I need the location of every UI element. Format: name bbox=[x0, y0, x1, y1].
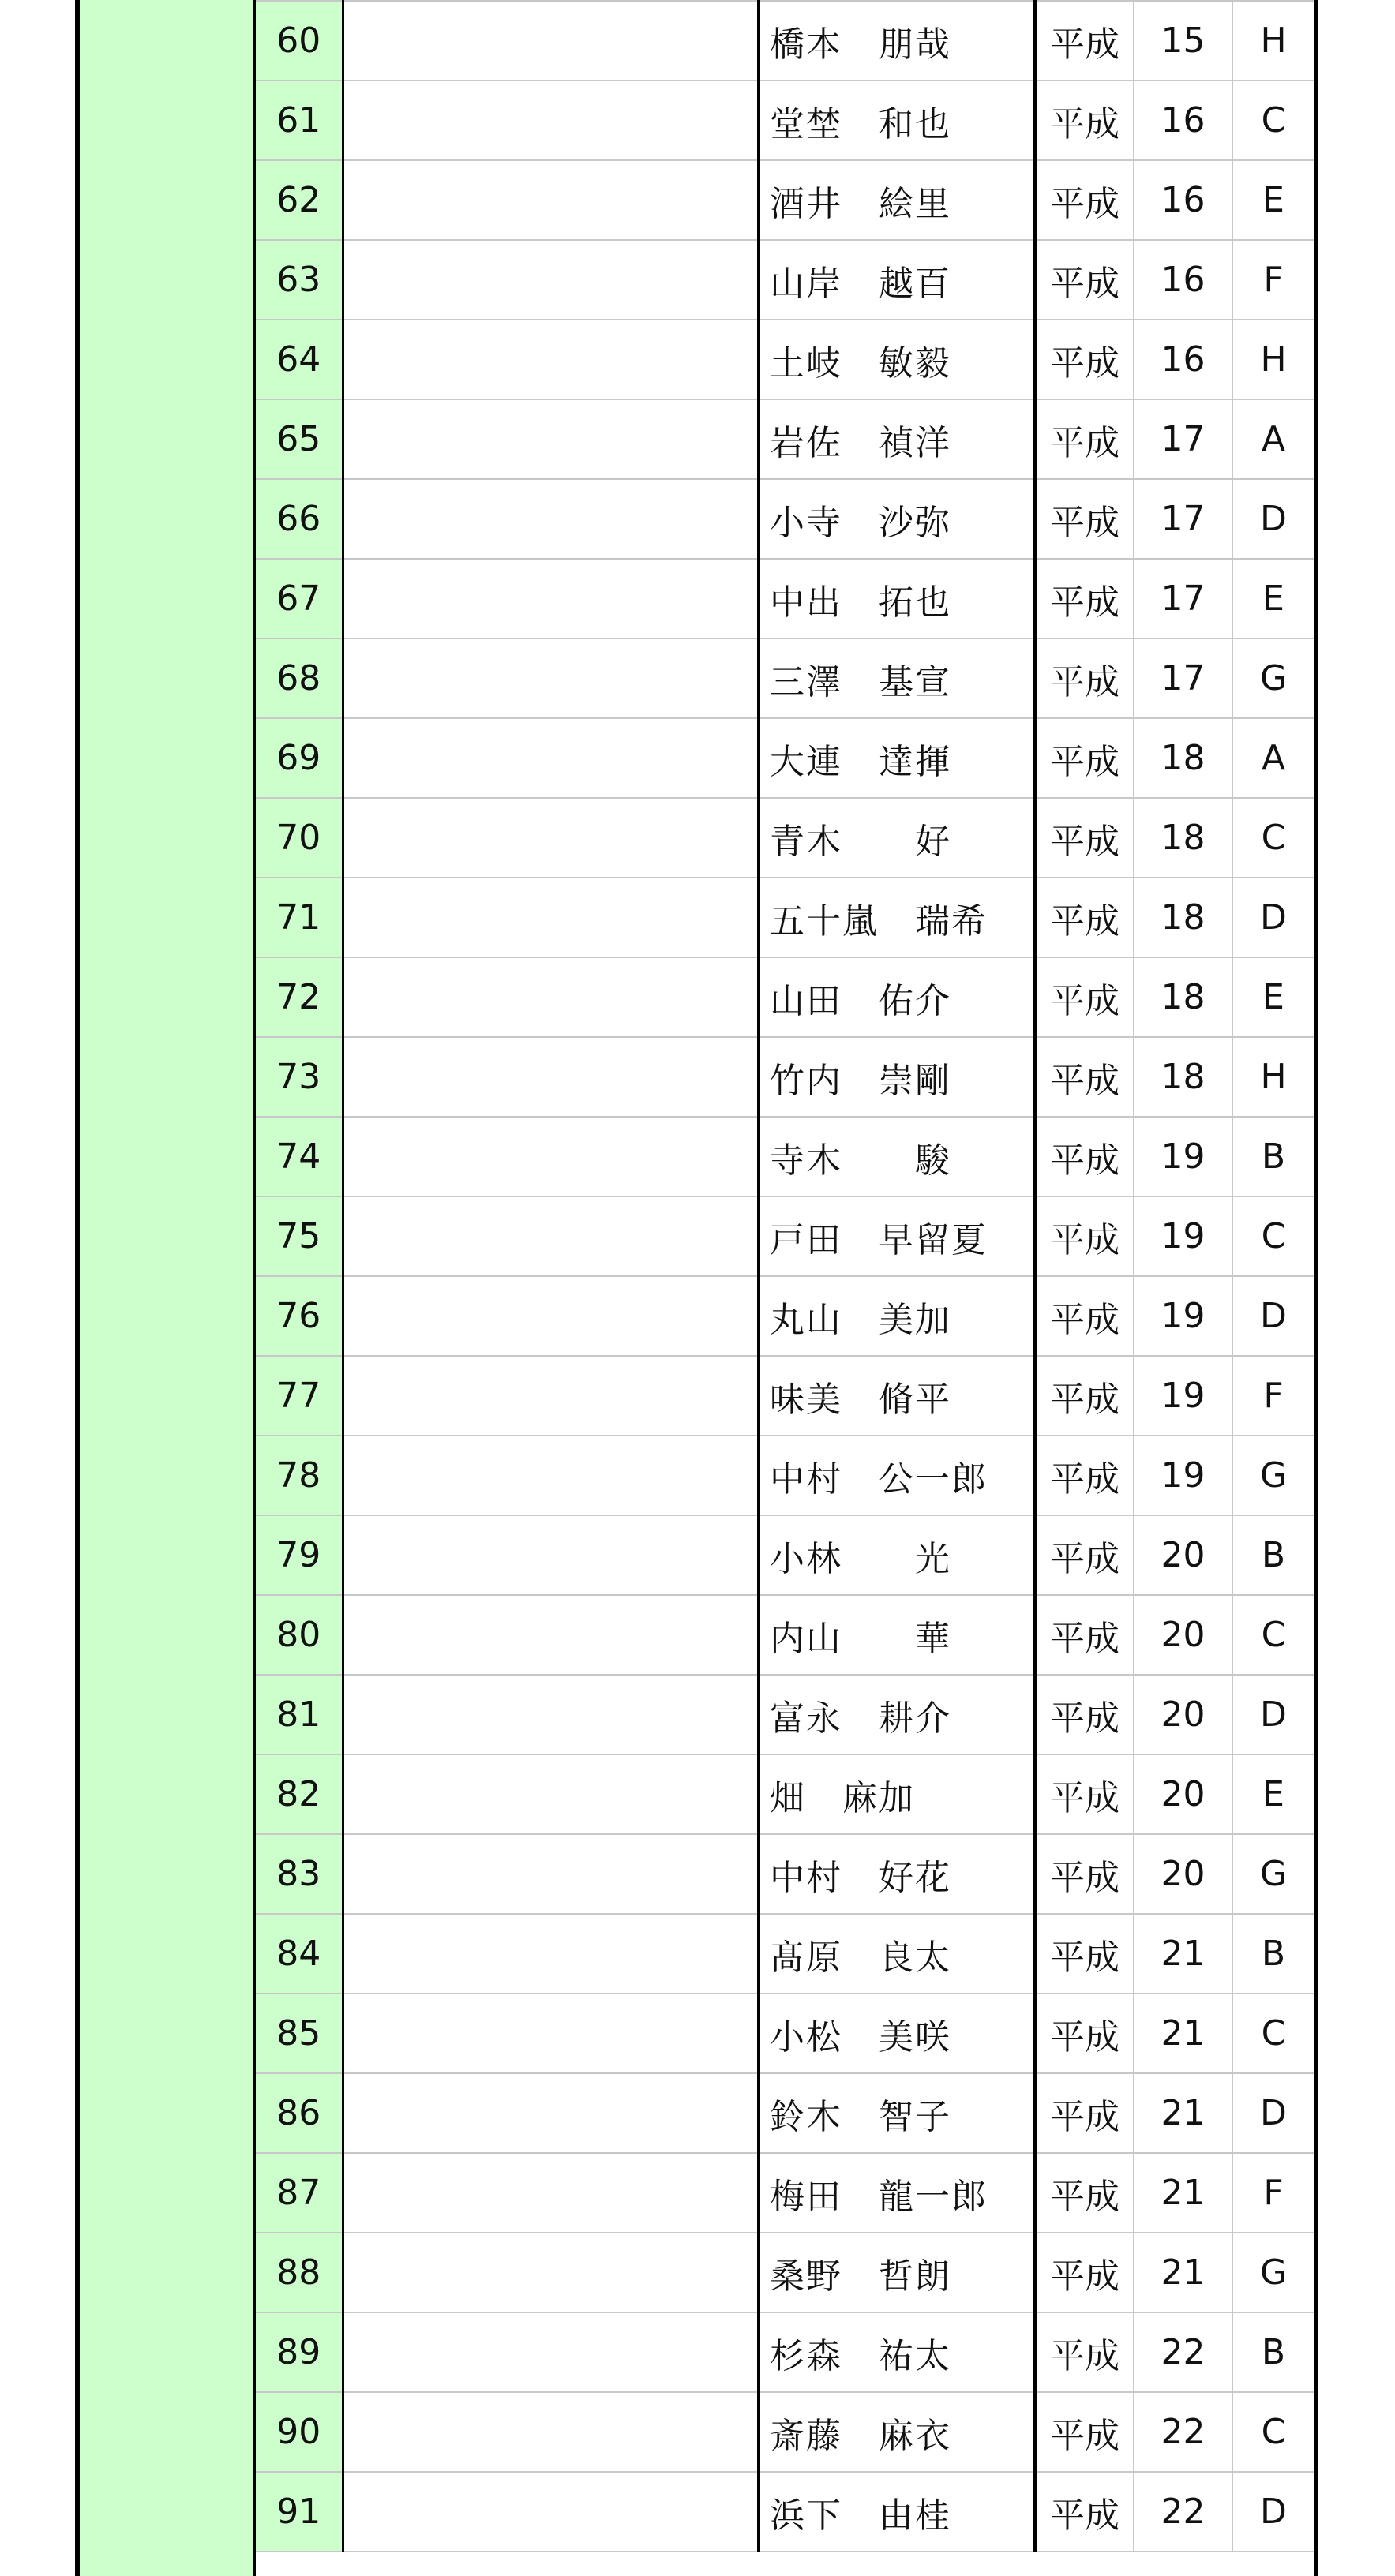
year-cell[interactable]: 21 bbox=[1134, 2073, 1232, 2153]
era-cell[interactable]: 平成 bbox=[1035, 1834, 1134, 1914]
class-cell[interactable]: E bbox=[1232, 957, 1314, 1037]
row-number[interactable]: 77 bbox=[256, 1356, 343, 1436]
era-cell[interactable]: 平成 bbox=[1035, 1436, 1134, 1515]
year-cell[interactable]: 20 bbox=[1134, 1675, 1232, 1754]
blank-cell[interactable] bbox=[343, 2392, 759, 2472]
year-cell[interactable]: 18 bbox=[1134, 957, 1232, 1037]
row-number[interactable]: 89 bbox=[256, 2312, 343, 2392]
class-cell[interactable]: B bbox=[1232, 1117, 1314, 1196]
member-name[interactable]: 富永 耕介 bbox=[759, 1675, 1035, 1754]
table-row bbox=[256, 2392, 1314, 2472]
year-cell[interactable]: 19 bbox=[1134, 1196, 1232, 1276]
era-cell[interactable]: 平成 bbox=[1035, 878, 1134, 957]
year-cell[interactable]: 20 bbox=[1134, 1834, 1232, 1914]
year-cell[interactable]: 21 bbox=[1134, 2233, 1232, 2312]
year-cell[interactable]: 16 bbox=[1134, 240, 1232, 320]
member-name[interactable]: 大連 達揮 bbox=[759, 718, 1035, 798]
blank-cell[interactable] bbox=[343, 479, 759, 559]
year-cell[interactable]: 21 bbox=[1134, 2153, 1232, 2233]
class-cell[interactable]: H bbox=[1232, 1037, 1314, 1117]
era-cell[interactable]: 平成 bbox=[1035, 2153, 1134, 2233]
table-row bbox=[256, 957, 1314, 1037]
row-number[interactable]: 62 bbox=[256, 160, 343, 240]
table-row bbox=[256, 1754, 1314, 1834]
table-row bbox=[256, 2233, 1314, 2312]
row-number[interactable]: 91 bbox=[256, 2472, 343, 2552]
table-row bbox=[256, 638, 1314, 718]
row-number[interactable]: 85 bbox=[256, 1994, 343, 2073]
member-name[interactable]: 丸山 美加 bbox=[759, 1276, 1035, 1356]
year-cell[interactable]: 20 bbox=[1134, 1515, 1232, 1595]
blank-cell[interactable] bbox=[343, 80, 759, 160]
row-number[interactable]: 63 bbox=[256, 240, 343, 320]
row-number[interactable]: 90 bbox=[256, 2392, 343, 2472]
era-cell[interactable]: 平成 bbox=[1035, 559, 1134, 638]
blank-cell[interactable] bbox=[343, 1037, 759, 1117]
blank-cell[interactable] bbox=[343, 2233, 759, 2312]
era-cell[interactable]: 平成 bbox=[1035, 1037, 1134, 1117]
roster-table-body bbox=[256, 1, 1314, 2552]
class-cell[interactable]: G bbox=[1232, 1834, 1314, 1914]
class-cell[interactable]: E bbox=[1232, 160, 1314, 240]
row-number[interactable]: 73 bbox=[256, 1037, 343, 1117]
member-name[interactable]: 斎藤 麻衣 bbox=[759, 2392, 1035, 2472]
row-number[interactable]: 78 bbox=[256, 1436, 343, 1515]
table-row bbox=[256, 559, 1314, 638]
row-number[interactable]: 84 bbox=[256, 1914, 343, 1994]
class-cell[interactable]: H bbox=[1232, 1, 1314, 80]
table-row bbox=[256, 1117, 1314, 1196]
class-cell[interactable]: G bbox=[1232, 2233, 1314, 2312]
member-name[interactable]: 小寺 沙弥 bbox=[759, 479, 1035, 559]
member-name[interactable]: 味美 脩平 bbox=[759, 1356, 1035, 1436]
era-cell[interactable]: 平成 bbox=[1035, 638, 1134, 718]
blank-cell[interactable] bbox=[343, 878, 759, 957]
table-row bbox=[256, 2153, 1314, 2233]
blank-cell[interactable] bbox=[343, 240, 759, 320]
member-name[interactable]: 中村 公一郎 bbox=[759, 1436, 1035, 1515]
table-row bbox=[256, 1276, 1314, 1356]
year-cell[interactable]: 17 bbox=[1134, 638, 1232, 718]
member-name[interactable]: 酒井 絵里 bbox=[759, 160, 1035, 240]
member-name[interactable]: 寺木 駿 bbox=[759, 1117, 1035, 1196]
era-cell[interactable]: 平成 bbox=[1035, 1595, 1134, 1675]
member-name[interactable]: 小松 美咲 bbox=[759, 1994, 1035, 2073]
member-name[interactable]: 山岸 越百 bbox=[759, 240, 1035, 320]
blank-cell[interactable] bbox=[343, 1994, 759, 2073]
blank-cell[interactable] bbox=[343, 957, 759, 1037]
class-cell[interactable]: B bbox=[1232, 1515, 1314, 1595]
member-name[interactable]: 桑野 哲朗 bbox=[759, 2233, 1035, 2312]
member-name[interactable]: 橋本 朋哉 bbox=[759, 1, 1035, 80]
class-cell[interactable]: D bbox=[1232, 2073, 1314, 2153]
era-cell[interactable]: 平成 bbox=[1035, 479, 1134, 559]
blank-cell[interactable] bbox=[343, 2073, 759, 2153]
class-cell[interactable]: B bbox=[1232, 2312, 1314, 2392]
member-name[interactable]: 中出 拓也 bbox=[759, 559, 1035, 638]
table-row bbox=[256, 1356, 1314, 1436]
blank-cell[interactable] bbox=[343, 160, 759, 240]
class-cell[interactable]: C bbox=[1232, 1196, 1314, 1276]
table-row bbox=[256, 1, 1314, 80]
row-number[interactable]: 75 bbox=[256, 1196, 343, 1276]
table-row bbox=[256, 1515, 1314, 1595]
year-cell[interactable]: 18 bbox=[1134, 798, 1232, 878]
class-cell[interactable]: C bbox=[1232, 798, 1314, 878]
blank-cell[interactable] bbox=[343, 1515, 759, 1595]
blank-cell[interactable] bbox=[343, 1117, 759, 1196]
class-cell[interactable]: G bbox=[1232, 1436, 1314, 1515]
row-number[interactable]: 66 bbox=[256, 479, 343, 559]
era-cell[interactable]: 平成 bbox=[1035, 80, 1134, 160]
row-number[interactable]: 81 bbox=[256, 1675, 343, 1754]
row-number[interactable]: 67 bbox=[256, 559, 343, 638]
class-cell[interactable]: F bbox=[1232, 2153, 1314, 2233]
table-row bbox=[256, 1037, 1314, 1117]
era-cell[interactable]: 平成 bbox=[1035, 2472, 1134, 2552]
table-row bbox=[256, 2312, 1314, 2392]
era-cell[interactable]: 平成 bbox=[1035, 240, 1134, 320]
era-cell[interactable]: 平成 bbox=[1035, 1276, 1134, 1356]
row-number[interactable]: 80 bbox=[256, 1595, 343, 1675]
table-row bbox=[256, 718, 1314, 798]
row-number[interactable]: 87 bbox=[256, 2153, 343, 2233]
class-cell[interactable]: F bbox=[1232, 240, 1314, 320]
table-row bbox=[256, 878, 1314, 957]
year-cell[interactable]: 22 bbox=[1134, 2312, 1232, 2392]
class-cell[interactable]: G bbox=[1232, 638, 1314, 718]
year-cell[interactable]: 20 bbox=[1134, 1754, 1232, 1834]
member-name[interactable]: 梅田 龍一郎 bbox=[759, 2153, 1035, 2233]
blank-cell[interactable] bbox=[343, 1754, 759, 1834]
blank-cell[interactable] bbox=[343, 559, 759, 638]
blank-cell[interactable] bbox=[343, 798, 759, 878]
year-cell[interactable]: 17 bbox=[1134, 399, 1232, 479]
blank-cell[interactable] bbox=[343, 1356, 759, 1436]
class-cell[interactable]: C bbox=[1232, 2392, 1314, 2472]
row-number[interactable]: 79 bbox=[256, 1515, 343, 1595]
member-name[interactable]: 土岐 敏毅 bbox=[759, 320, 1035, 399]
row-number[interactable]: 71 bbox=[256, 878, 343, 957]
member-name[interactable]: 小林 光 bbox=[759, 1515, 1035, 1595]
row-number[interactable]: 68 bbox=[256, 638, 343, 718]
class-cell[interactable]: C bbox=[1232, 1595, 1314, 1675]
member-name[interactable]: 竹内 崇剛 bbox=[759, 1037, 1035, 1117]
member-name[interactable]: 岩佐 禎洋 bbox=[759, 399, 1035, 479]
class-cell[interactable]: D bbox=[1232, 1675, 1314, 1754]
row-number[interactable]: 65 bbox=[256, 399, 343, 479]
member-name[interactable]: 山田 佑介 bbox=[759, 957, 1035, 1037]
year-cell[interactable]: 21 bbox=[1134, 1994, 1232, 2073]
era-cell[interactable]: 平成 bbox=[1035, 1515, 1134, 1595]
table-row bbox=[256, 2472, 1314, 2552]
row-number[interactable]: 64 bbox=[256, 320, 343, 399]
member-name[interactable]: 中村 好花 bbox=[759, 1834, 1035, 1914]
table-row bbox=[256, 1595, 1314, 1675]
member-name[interactable]: 三澤 基宣 bbox=[759, 638, 1035, 718]
blank-cell[interactable] bbox=[343, 2153, 759, 2233]
era-cell[interactable]: 平成 bbox=[1035, 718, 1134, 798]
era-cell[interactable]: 平成 bbox=[1035, 2073, 1134, 2153]
blank-cell[interactable] bbox=[343, 638, 759, 718]
era-cell[interactable]: 平成 bbox=[1035, 320, 1134, 399]
member-name[interactable]: 鈴木 智子 bbox=[759, 2073, 1035, 2153]
table-row bbox=[256, 2073, 1314, 2153]
era-cell[interactable]: 平成 bbox=[1035, 2233, 1134, 2312]
member-name[interactable]: 杉森 祐太 bbox=[759, 2312, 1035, 2392]
blank-cell[interactable] bbox=[343, 1, 759, 80]
blank-cell[interactable] bbox=[343, 399, 759, 479]
row-number[interactable]: 60 bbox=[256, 1, 343, 80]
table-row bbox=[256, 1436, 1314, 1515]
year-cell[interactable]: 16 bbox=[1134, 160, 1232, 240]
class-cell[interactable]: B bbox=[1232, 1914, 1314, 1994]
class-cell[interactable]: C bbox=[1232, 1994, 1314, 2073]
table-row bbox=[256, 1834, 1314, 1914]
blank-cell[interactable] bbox=[343, 1914, 759, 1994]
era-cell[interactable]: 平成 bbox=[1035, 160, 1134, 240]
member-name[interactable]: 浜下 由桂 bbox=[759, 2472, 1035, 2552]
row-number[interactable]: 74 bbox=[256, 1117, 343, 1196]
blank-cell[interactable] bbox=[343, 320, 759, 399]
row-number[interactable]: 83 bbox=[256, 1834, 343, 1914]
row-number[interactable]: 61 bbox=[256, 80, 343, 160]
class-cell[interactable]: E bbox=[1232, 559, 1314, 638]
table-row bbox=[256, 1994, 1314, 2073]
class-cell[interactable]: E bbox=[1232, 1754, 1314, 1834]
year-cell[interactable]: 19 bbox=[1134, 1276, 1232, 1356]
era-cell[interactable]: 平成 bbox=[1035, 2312, 1134, 2392]
era-cell[interactable]: 平成 bbox=[1035, 1675, 1134, 1754]
era-cell[interactable]: 平成 bbox=[1035, 1914, 1134, 1994]
year-cell[interactable]: 18 bbox=[1134, 878, 1232, 957]
era-cell[interactable]: 平成 bbox=[1035, 1, 1134, 80]
blank-cell[interactable] bbox=[343, 2472, 759, 2552]
member-name[interactable]: 内山 華 bbox=[759, 1595, 1035, 1675]
row-number[interactable]: 86 bbox=[256, 2073, 343, 2153]
era-cell[interactable]: 平成 bbox=[1035, 1754, 1134, 1834]
era-cell[interactable]: 平成 bbox=[1035, 2392, 1134, 2472]
era-cell[interactable]: 平成 bbox=[1035, 1356, 1134, 1436]
roster-table bbox=[256, 0, 1314, 2552]
blank-cell[interactable] bbox=[343, 718, 759, 798]
row-number[interactable]: 69 bbox=[256, 718, 343, 798]
green-label-column bbox=[80, 0, 256, 2576]
year-cell[interactable]: 20 bbox=[1134, 1595, 1232, 1675]
era-cell[interactable]: 平成 bbox=[1035, 1994, 1134, 2073]
year-cell[interactable]: 19 bbox=[1134, 1356, 1232, 1436]
class-cell[interactable]: H bbox=[1232, 320, 1314, 399]
year-cell[interactable]: 19 bbox=[1134, 1436, 1232, 1515]
year-cell[interactable]: 16 bbox=[1134, 320, 1232, 399]
table-row bbox=[256, 1914, 1314, 1994]
class-cell[interactable]: C bbox=[1232, 80, 1314, 160]
class-cell[interactable]: D bbox=[1232, 878, 1314, 957]
blank-cell[interactable] bbox=[343, 1276, 759, 1356]
table-row bbox=[256, 80, 1314, 160]
table-row bbox=[256, 798, 1314, 878]
era-cell[interactable]: 平成 bbox=[1035, 399, 1134, 479]
era-cell[interactable]: 平成 bbox=[1035, 1117, 1134, 1196]
table-row bbox=[256, 399, 1314, 479]
year-cell[interactable]: 16 bbox=[1134, 80, 1232, 160]
class-cell[interactable]: D bbox=[1232, 479, 1314, 559]
member-name[interactable]: 青木 好 bbox=[759, 798, 1035, 878]
year-cell[interactable]: 22 bbox=[1134, 2392, 1232, 2472]
year-cell[interactable]: 19 bbox=[1134, 1117, 1232, 1196]
era-cell[interactable]: 平成 bbox=[1035, 1196, 1134, 1276]
row-number[interactable]: 72 bbox=[256, 957, 343, 1037]
row-number[interactable]: 88 bbox=[256, 2233, 343, 2312]
class-cell[interactable]: A bbox=[1232, 399, 1314, 479]
member-name[interactable]: 五十嵐 瑞希 bbox=[759, 878, 1035, 957]
member-name[interactable]: 髙原 良太 bbox=[759, 1914, 1035, 1994]
year-cell[interactable]: 18 bbox=[1134, 1037, 1232, 1117]
era-cell[interactable]: 平成 bbox=[1035, 957, 1134, 1037]
row-number[interactable]: 82 bbox=[256, 1754, 343, 1834]
blank-cell[interactable] bbox=[343, 1675, 759, 1754]
member-name[interactable]: 堂埜 和也 bbox=[759, 80, 1035, 160]
member-name[interactable]: 畑 麻加 bbox=[759, 1754, 1035, 1834]
blank-cell[interactable] bbox=[343, 1595, 759, 1675]
blank-cell[interactable] bbox=[343, 1436, 759, 1515]
class-cell[interactable]: A bbox=[1232, 718, 1314, 798]
era-cell[interactable]: 平成 bbox=[1035, 798, 1134, 878]
year-cell[interactable]: 18 bbox=[1134, 718, 1232, 798]
blank-cell[interactable] bbox=[343, 2312, 759, 2392]
class-cell[interactable]: D bbox=[1232, 2472, 1314, 2552]
class-cell[interactable]: D bbox=[1232, 1276, 1314, 1356]
table-row bbox=[256, 320, 1314, 399]
year-cell[interactable]: 15 bbox=[1134, 1, 1232, 80]
table-row bbox=[256, 240, 1314, 320]
year-cell[interactable]: 22 bbox=[1134, 2472, 1232, 2552]
row-number[interactable]: 76 bbox=[256, 1276, 343, 1356]
blank-cell[interactable] bbox=[343, 1834, 759, 1914]
year-cell[interactable]: 17 bbox=[1134, 479, 1232, 559]
table-row bbox=[256, 479, 1314, 559]
year-cell[interactable]: 17 bbox=[1134, 559, 1232, 638]
blank-cell[interactable] bbox=[343, 1196, 759, 1276]
row-number[interactable]: 70 bbox=[256, 798, 343, 878]
year-cell[interactable]: 21 bbox=[1134, 1914, 1232, 1994]
table-row bbox=[256, 1675, 1314, 1754]
table-row bbox=[256, 1196, 1314, 1276]
member-name[interactable]: 戸田 早留夏 bbox=[759, 1196, 1035, 1276]
table-row bbox=[256, 160, 1314, 240]
class-cell[interactable]: F bbox=[1232, 1356, 1314, 1436]
